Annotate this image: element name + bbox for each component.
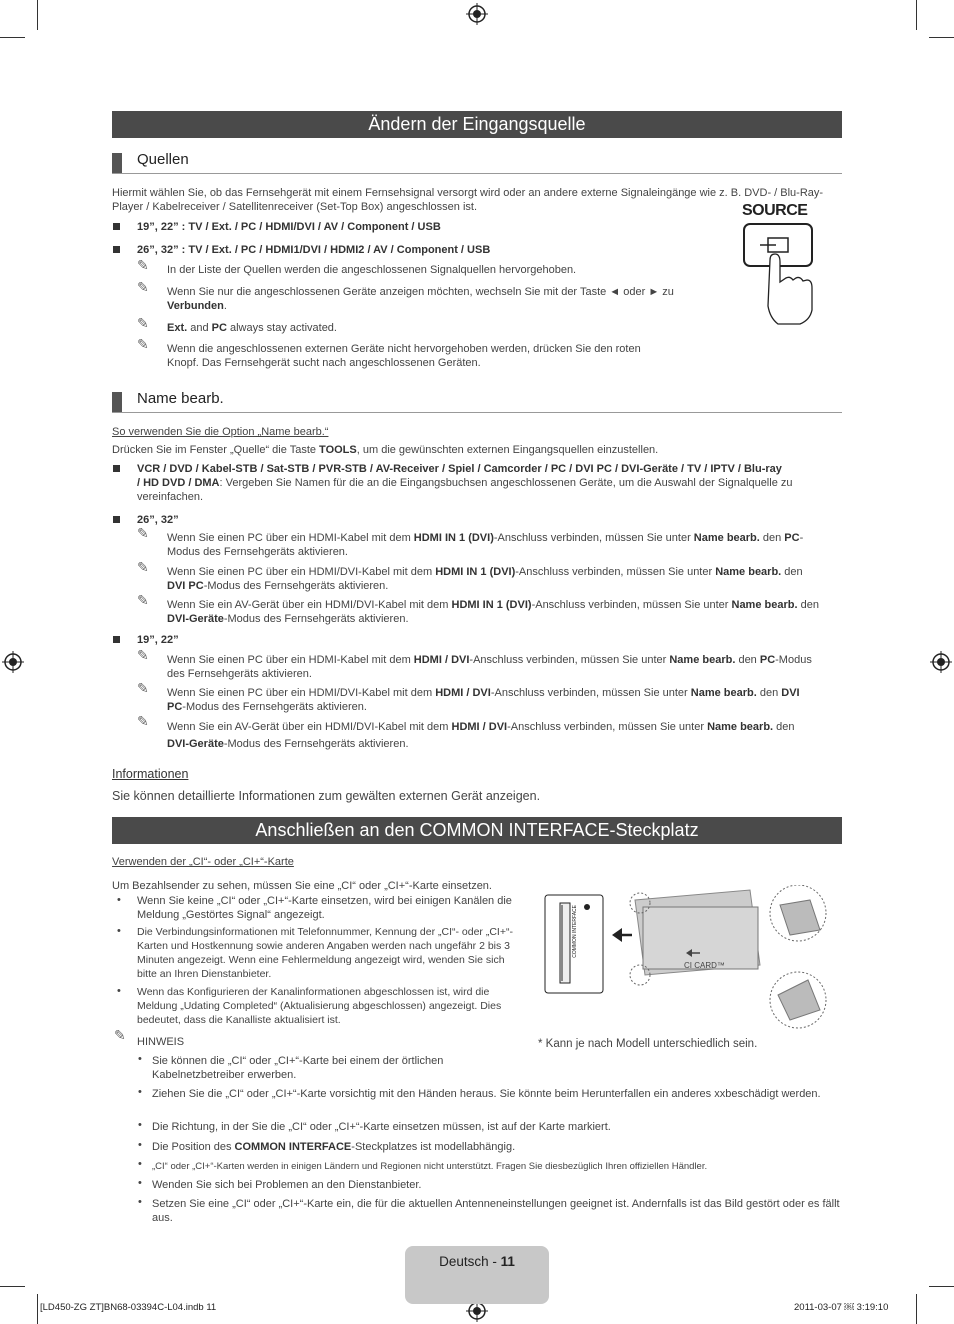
pencil-note-icon: ✎ [137, 257, 149, 273]
note-text: Wenn Sie nur die angeschlossenen Geräte anzeigen möchten, wechseln Sie mit der Taste ◄ oder ► zu Verbunden. [167, 286, 674, 312]
source-button-hand-icon [740, 220, 820, 325]
ci-bullet: Wenn das Konfigurieren der Kanalinformationen abgeschlossen ist, wird die Meldung „Udating Completed“ (Aktualisierung abgeschlossen) angezeigt. Dies bedeutet, dass die Kanalliste aktualisiert ist. [137, 986, 502, 1026]
bullet-square [113, 516, 120, 523]
note-text: Wenn Sie ein AV-Gerät über ein HDMI/DVI-Kabel mit dem HDMI IN 1 (DVI)-Anschluss verbinden, müssen Sie unter Name bearb. den DVI-Geräte-Modus des Fernsehgeräts aktivieren. [167, 599, 819, 625]
source-list-19: 19”, 22” : TV / Ext. / PC / HDMI/DVI / AV / Component / USB [137, 221, 441, 233]
pencil-note-icon: ✎ [137, 680, 149, 696]
size-26-32: 26”, 32” [137, 514, 179, 526]
pencil-note-icon: ✎ [137, 713, 149, 729]
ci-card-label: CI CARD™ [684, 961, 725, 970]
ci-intro: Um Bezahlsender zu sehen, müssen Sie eine „CI“ oder „CI+“-Karte einsetzen. [112, 880, 492, 892]
hinweis-item: Die Position des COMMON INTERFACE-Steckplatzes ist modellabhängig. [152, 1141, 516, 1153]
crop-mark [929, 1286, 954, 1287]
subheading-text: Quellen [137, 151, 189, 168]
note-text: Wenn Sie einen PC über ein HDMI-Kabel mit dem HDMI IN 1 (DVI)-Anschluss verbinden, müssen Sie unter Name bearb. den PC- Modus des Fernsehgeräts aktivieren. [167, 532, 804, 558]
ci-bullet: Wenn Sie keine „CI“ oder „CI+“-Karte einsetzen, wird bei einigen Kanälen die Meldung „Gestörtes Signal“ angezeigt. [137, 895, 512, 921]
bullet-dot: • [117, 894, 121, 906]
subheading-edit-name [112, 390, 842, 413]
crop-mark [0, 1286, 25, 1287]
registration-mark-icon [466, 3, 488, 25]
registration-mark-icon [2, 651, 24, 673]
bullet-dot: • [138, 1119, 142, 1131]
hinweis-item: Wenden Sie sich bei Problemen an den Dienstanbieter. [152, 1179, 422, 1191]
source-list-26: 26”, 32” : TV / Ext. / PC / HDMI1/DVI / HDMI2 / AV / Component / USB [137, 244, 491, 256]
hinweis-item: Sie können die „CI“ oder „CI+“-Karte bei einem der örtlichen Kabelnetzbetreiber erwerben. [152, 1055, 444, 1081]
bullet-dot: • [138, 1158, 142, 1170]
bullet-dot: • [138, 1139, 142, 1151]
pencil-note-icon: ✎ [137, 525, 149, 541]
note-text: In der Liste der Quellen werden die angeschlossenen Signalquellen hervorgehoben. [167, 264, 577, 276]
pencil-note-icon: ✎ [137, 279, 149, 295]
crop-mark [37, 0, 38, 30]
ci-usage-heading: Verwenden der „CI“- oder „CI+“-Karte [112, 856, 294, 868]
bullet-square [113, 223, 120, 230]
bullet-dot: • [138, 1177, 142, 1189]
pencil-note-icon: ✎ [137, 592, 149, 608]
heading-marker [112, 392, 122, 412]
howto-heading: So verwenden Sie die Option „Name bearb.“ [112, 426, 329, 438]
page-number: Deutsch - 11 [439, 1254, 515, 1269]
bullet-square [113, 246, 120, 253]
registration-mark-icon [930, 651, 952, 673]
hinweis-label: HINWEIS [137, 1036, 185, 1048]
size-19-22: 19”, 22” [137, 634, 179, 646]
pencil-note-icon: ✎ [114, 1027, 126, 1043]
crop-mark [916, 0, 917, 30]
howto-text: Drücken Sie im Fenster „Quelle“ die Taste TOOLS, um die gewünschten externen Eingangsquellen einzustellen. [112, 444, 659, 456]
note-text: Wenn Sie einen PC über ein HDMI/DVI-Kabel mit dem HDMI IN 1 (DVI)-Anschluss verbinden, müssen Sie unter Name bearb. den DVI PC-Modus des Fernsehgeräts aktivieren. [167, 566, 803, 592]
hinweis-item: „CI“ oder „CI+“-Karten werden in einigen Ländern und Regionen nicht unterstützt. Fragen Sie diesbezüglich Ihren offiziellen Händler. [152, 1161, 708, 1172]
note-text: Ext. and PC always stay activated. [167, 322, 337, 334]
subheading-sources [112, 151, 842, 174]
ci-card-illustration [540, 885, 842, 1033]
note-text: Wenn die angeschlossenen externen Geräte nicht hervorgehoben werden, drücken Sie den roten Knopf. Das Fernsehgerät sucht nach angeschlossenen Geräten. [167, 343, 641, 369]
hinweis-item: Die Richtung, in der Sie die „CI“ oder „CI+“-Karte einsetzen müssen, ist auf der Karte markiert. [152, 1121, 611, 1133]
note-text: Wenn Sie einen PC über ein HDMI/DVI-Kabel mit dem HDMI / DVI-Anschluss verbinden, müssen Sie unter Name bearb. den DVI PC-Modus des Fernsehgeräts aktivieren. [167, 687, 800, 713]
ci-bullet: Die Verbindungsinformationen mit Telefonnummer, Kennung der „CI“- oder „CI+“-Karten und Hostkennung sowie anderen Angaben werden nach ungefähr 2 bis 3 Minuten angezeigt. Wenn eine Fehlermeldung angezeigt wird, wenden Sie sich bitte an Ihren Dienstanbieter. [137, 926, 513, 980]
bullet-dot: • [117, 925, 121, 937]
bullet-square [113, 465, 120, 472]
source-label: SOURCE [742, 202, 808, 219]
crop-mark [37, 1294, 38, 1324]
subheading-text: Name bearb. [137, 390, 224, 407]
pencil-note-icon: ✎ [137, 315, 149, 331]
device-name-list: VCR / DVD / Kabel-STB / Sat-STB / PVR-STB / AV-Receiver / Spiel / Camcorder / PC / DVI PC / DVI-Geräte / TV / IPTV / Blu-ray / HD DVD / DMA: Vergeben Sie Namen für die an die Eingangsbuchsen angeschlossenen Geräte, um die Auswahl der Signalquelle zu vereinfachen. [137, 463, 793, 503]
file-name: [LD450-ZG ZT]BN68-03394C-L04.indb 11 [40, 1302, 217, 1313]
bullet-dot: • [138, 1196, 142, 1208]
bullet-dot: • [117, 985, 121, 997]
section-title-common-interface: Anschließen an den COMMON INTERFACE-Steckplatz [112, 817, 842, 844]
intro-paragraph: Hiermit wählen Sie, ob das Fernsehgerät mit einem Fernsehsignal versorgt wird oder an andere externe Signaleingänge wie z. B. DVD- / Blu-Ray-Player / Kabelreceiver / Satellitenreceiver (Set-Top Box) angeschlossen ist. [112, 187, 824, 213]
info-heading: Informationen [112, 767, 189, 781]
info-text: Sie können detaillierte Informationen zum gewälten externen Gerät anzeigen. [112, 789, 541, 803]
note-text: Wenn Sie ein AV-Gerät über ein HDMI/DVI-Kabel mit dem HDMI / DVI-Anschluss verbinden, müssen Sie unter Name bearb. den DVI-Geräte-Modus des Fernsehgeräts aktivieren. [167, 721, 795, 750]
print-date: 2011-03-07 ￼ 3:19:10 [794, 1302, 889, 1313]
heading-marker [112, 153, 122, 173]
hinweis-item: Ziehen Sie die „CI“ oder „CI+“-Karte vorsichtig mit den Händen heraus. Sie könnte beim Herunterfallen ein anderes xxbeschädigt werden. [152, 1088, 821, 1100]
bullet-dot: • [138, 1086, 142, 1098]
pencil-note-icon: ✎ [137, 559, 149, 575]
crop-mark [929, 37, 954, 38]
crop-mark [916, 1294, 917, 1324]
hinweis-item: Setzen Sie eine „CI“ oder „CI+“-Karte ein, die für die aktuellen Antenneneinstellungen geeignet ist. Andernfalls ist das Bild gestört oder es fällt aus. [152, 1198, 840, 1224]
bullet-dot: • [138, 1053, 142, 1065]
note-text: Wenn Sie einen PC über ein HDMI-Kabel mit dem HDMI / DVI-Anschluss verbinden, müssen Sie unter Name bearb. den PC-Modus des Fernsehgeräts aktivieren. [167, 654, 812, 680]
section-title-input-source: Ändern der Eingangsquelle [112, 111, 842, 138]
pencil-note-icon: ✎ [137, 647, 149, 663]
pencil-note-icon: ✎ [137, 336, 149, 352]
model-caption: * Kann je nach Modell unterschiedlich sein. [538, 1038, 758, 1050]
bullet-square [113, 636, 120, 643]
common-interface-slot-label: COMMON INTERFACE [572, 905, 578, 958]
crop-mark [0, 37, 25, 38]
